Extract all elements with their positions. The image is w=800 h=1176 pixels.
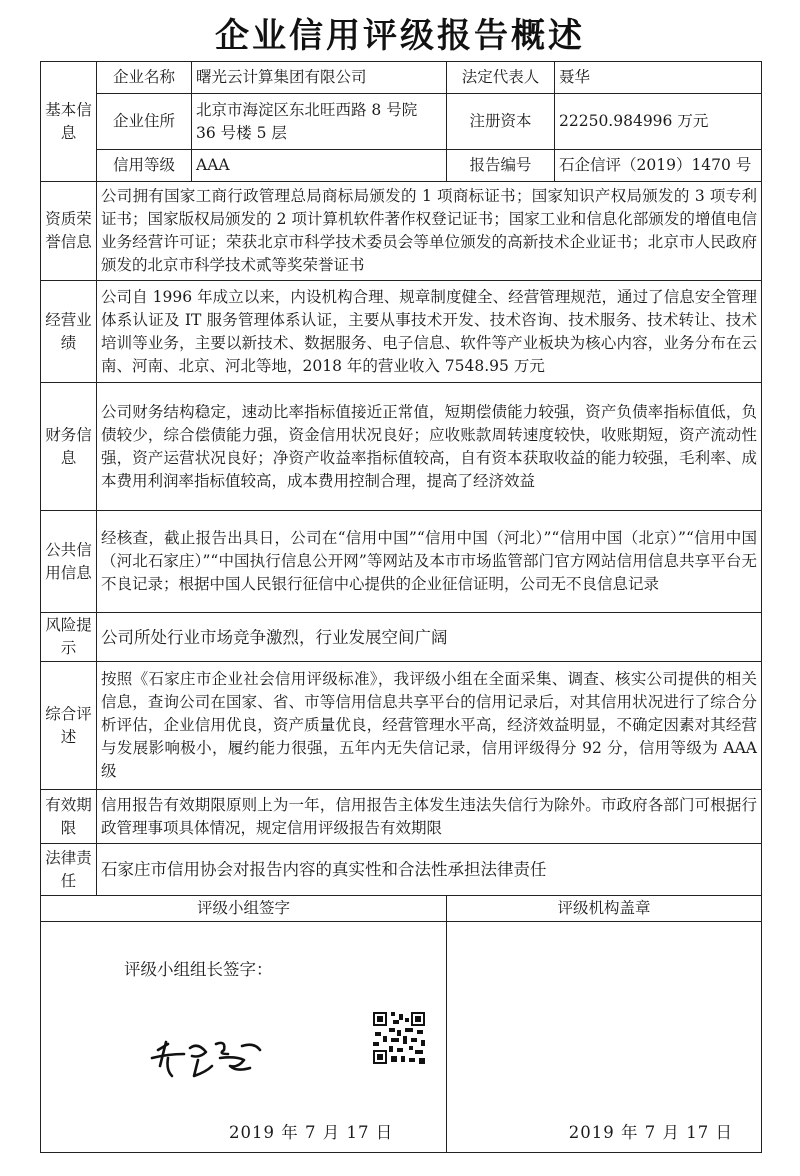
signature-body-row [41,922,762,1153]
section-summary: 综合评述 [41,662,97,790]
org-seal-date: 2019 年 7 月 17 日 [568,1123,733,1142]
rating-group-signature-area [41,922,447,1153]
legal-rep-value: 聂华 [555,62,762,94]
qr-code [371,1010,427,1066]
group-signature-date: 2019 年 7 月 17 日 [229,1123,394,1142]
liability-text: 石家庄市信用协会对报告内容的真实性和合法性承担法律责任 [97,844,762,896]
finance-text: 公司财务结构稳定，速动比率指标值接近正常值，短期偿债能力较强，资产负债率指标值低，负债较少，综合偿债能力强，资金信用状况良好；应收账款周转速度较快，收账期短，资产流动性强，资产运营状况良好；净资产收益率指标值较高，自有资本获取收益的能力较强，毛利率、成本费用利润率指标值较高，成本费用控制合理，提高了经济效益 [97,383,762,511]
public-credit-row [41,511,762,613]
legal-rep-label: 法定代表人 [447,62,555,94]
finance-row [41,383,762,511]
report-table [40,61,762,1153]
validity-text: 信用报告有效期限原则上为一年，信用报告主体发生违法失信行为除外。市政府各部门可根据行政管理事项具体情况，规定信用评级报告有效期限 [97,790,762,844]
performance-row [41,281,762,383]
address-label: 企业住所 [97,94,192,150]
risk-text: 公司所处行业市场竞争激烈，行业发展空间广阔 [97,613,762,662]
report-number-value: 石企信评（2019）1470 号 [555,150,762,182]
summary-row [41,662,762,790]
rating-org-seal-header: 评级机构盖章 [447,896,762,922]
section-finance: 财务信息 [41,383,97,511]
credit-grade-value: AAA [192,150,447,182]
capital-label: 注册资本 [447,94,555,150]
section-public-credit: 公共信用信息 [41,511,97,613]
basic-row-address [41,94,762,150]
capital-value: 22250.984996 万元 [555,94,762,150]
section-risk: 风险提示 [41,613,97,662]
handwritten-signature [146,1032,276,1082]
qualification-text: 公司拥有国家工商行政管理总局商标局颁发的 1 项商标证书；国家知识产权局颁发的 3 项专利证书；国家版权局颁发的 2 项计算机软件著作权登记证书；国家工业和信息化部颁发的增值电信业务经营许可证；荣获北京市科学技术委员会等单位颁发的高新技术企业证书；北京市人民政府颁发的北京市科学技术贰等奖荣誉证书 [97,182,762,281]
rating-group-signature-header: 评级小组签字 [41,896,447,922]
address-line-2: 36 号楼 5 层 [196,123,287,142]
report-number-label: 报告编号 [447,150,555,182]
section-basic: 基本信息 [41,62,97,182]
summary-text: 按照《石家庄市企业社会信用评级标准》，我评级小组在全面采集、调查、核实公司提供的相关信息，查询公司在国家、省、市等信用信息共享平台的信用记录后，对其信用状况进行了综合分析评估，企业信用优良，资产质量优良，经营管理水平高，经济效益明显，不确定因素对其经营与发展影响极小，履约能力很强，五年内无失信记录，信用评级得分 92 分，信用等级为 AAA 级 [97,662,762,790]
address-line-1: 北京市海淀区东北旺西路 8 号院 [196,100,418,119]
leader-signature-label: 评级小组组长签字： [124,960,273,979]
address-value [192,94,447,150]
basic-row-name [41,62,762,94]
basic-row-grade [41,150,762,182]
rating-org-seal-area [447,922,762,1153]
credit-grade-label: 信用等级 [97,150,192,182]
section-qualification: 资质荣誉信息 [41,182,97,281]
section-liability: 法律责任 [41,844,97,896]
qualification-row [41,182,762,281]
liability-row [41,844,762,896]
page-title: 企业信用评级报告概述 [215,16,585,56]
validity-row [41,790,762,844]
section-performance: 经营业绩 [41,281,97,383]
company-name-value: 曙光云计算集团有限公司 [192,62,447,94]
performance-text: 公司自 1996 年成立以来，内设机构合理、规章制度健全、经营管理规范，通过了信息安全管理体系认证及 IT 服务管理体系认证，主要从事技术开发、技术咨询、技术服务、技术转让、技术培训等业务，主要以新技术、数据服务、电子信息、软件等产业板块为核心内容，业务分布在云南、河南、北京、河北等地，2018 年的营业收入 7548.95 万元 [97,281,762,383]
risk-row [41,613,762,662]
section-validity: 有效期限 [41,790,97,844]
company-name-label: 企业名称 [97,62,192,94]
signature-header-row [41,896,762,922]
public-credit-text: 经核查，截止报告出具日，公司在“信用中国”“信用中国（河北）”“信用中国（北京）”“信用中国（河北石家庄）”“中国执行信息公开网”等网站及本市市场监管部门官方网站信用信息共享平台无不良记录；根据中国人民银行征信中心提供的企业征信证明，公司无不良信息记录 [97,511,762,613]
